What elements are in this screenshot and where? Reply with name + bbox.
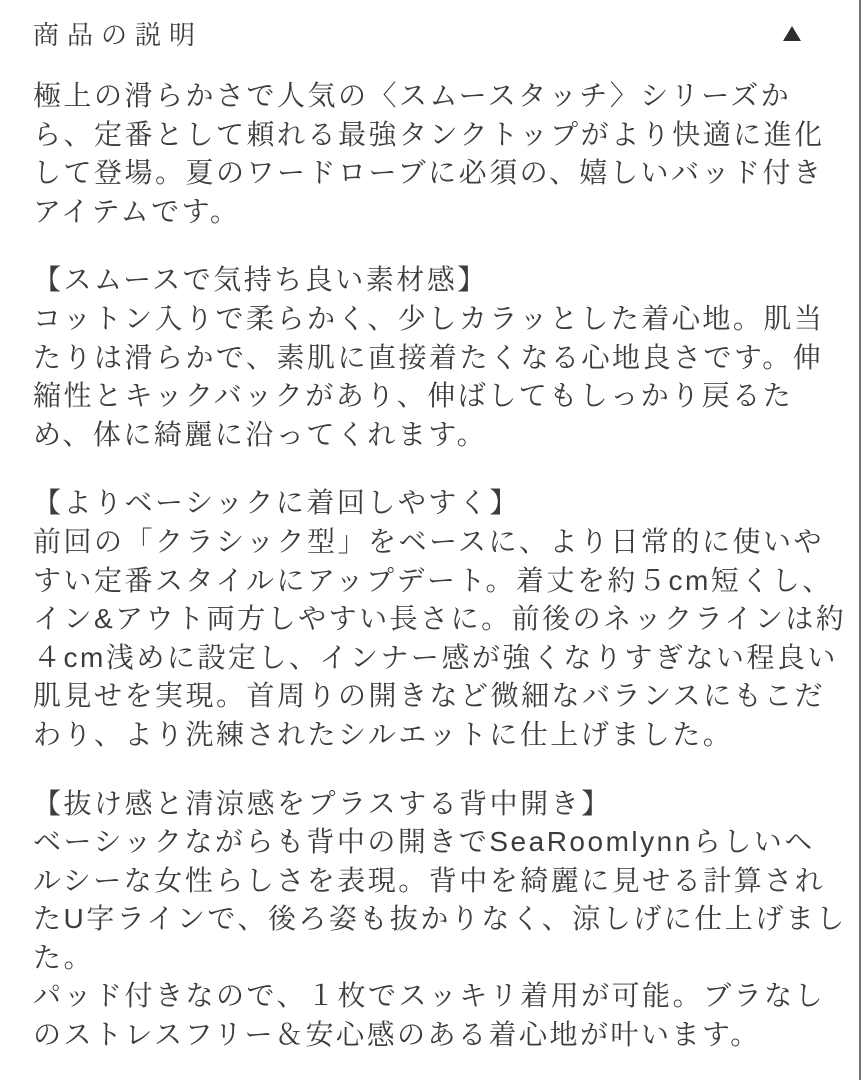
section-heading: 【抜け感と清涼感をプラスする背中開き】 xyxy=(33,787,612,819)
text-line: すい定番スタイルにアップデート。着丈を約５cm短くし、 xyxy=(33,564,833,596)
text-line: パッド付きなので、１枚でスッキリ着用が可能。ブラなし xyxy=(33,980,826,1012)
text-line: た。 xyxy=(33,941,95,973)
text-line: ルシーな女性らしさを表現。背中を綺麗に見せる計算され xyxy=(33,864,826,896)
intro-paragraph xyxy=(33,77,835,231)
basic-style-section xyxy=(33,484,847,754)
triangle-up-icon xyxy=(783,26,801,41)
right-edge-divider xyxy=(859,0,861,1080)
text-line: して登場。夏のワードローブに必須の、嬉しいバッド付き xyxy=(33,157,824,189)
text-line: ベーシックながらも背中の開きでSeaRoomlynnらしいヘ xyxy=(33,826,815,858)
text-line: 縮性とキックバックがあり、伸ばしてもしっかり戻るた xyxy=(33,380,794,412)
text-line: たりは滑らかで、素肌に直接着たくなる心地良さです。伸 xyxy=(33,341,824,373)
collapse-toggle-button[interactable] xyxy=(783,26,801,41)
section-heading: 【スムースで気持ち良い素材感】 xyxy=(33,264,488,296)
open-back-section xyxy=(33,785,847,1055)
text-line: コットン入りで柔らかく、少しカラッとした着心地。肌当 xyxy=(33,302,825,334)
text-line: のストレスフリー＆安心感のある着心地が叶います。 xyxy=(33,1019,761,1051)
page-title: 商品の説明 xyxy=(33,19,204,50)
text-line: 前回の「クラシック型」をベースに、より日常的に使いや xyxy=(33,525,825,557)
section-heading: 【よりベーシックに着回しやすく】 xyxy=(33,487,520,519)
text-line: ら、定番として頼れる最強タンクトップがより快適に進化 xyxy=(33,118,825,150)
material-section xyxy=(33,261,835,454)
text-line: わり、より洗練されたシルエットに仕上げました。 xyxy=(33,718,734,750)
text-line: アイテムです。 xyxy=(33,195,241,227)
text-line: 極上の滑らかさで人気の〈スムースタッチ〉シリーズか xyxy=(33,80,792,111)
text-line: め、体に綺麗に沿ってくれます。 xyxy=(33,418,488,450)
description-body xyxy=(0,50,865,1055)
panel-header xyxy=(0,0,865,50)
text-line: ４cm浅めに設定し、インナー感が強くなりすぎない程良い xyxy=(33,641,838,673)
text-line: イン&アウト両方しやすい長さに。前後のネックラインは約 xyxy=(33,603,847,635)
text-line: 肌見せを実現。首周りの開きなど微細なバランスにもこだ xyxy=(33,680,826,712)
text-line: たU字ラインで、後ろ姿も抜かりなく、涼しげに仕上げまし xyxy=(33,903,847,935)
